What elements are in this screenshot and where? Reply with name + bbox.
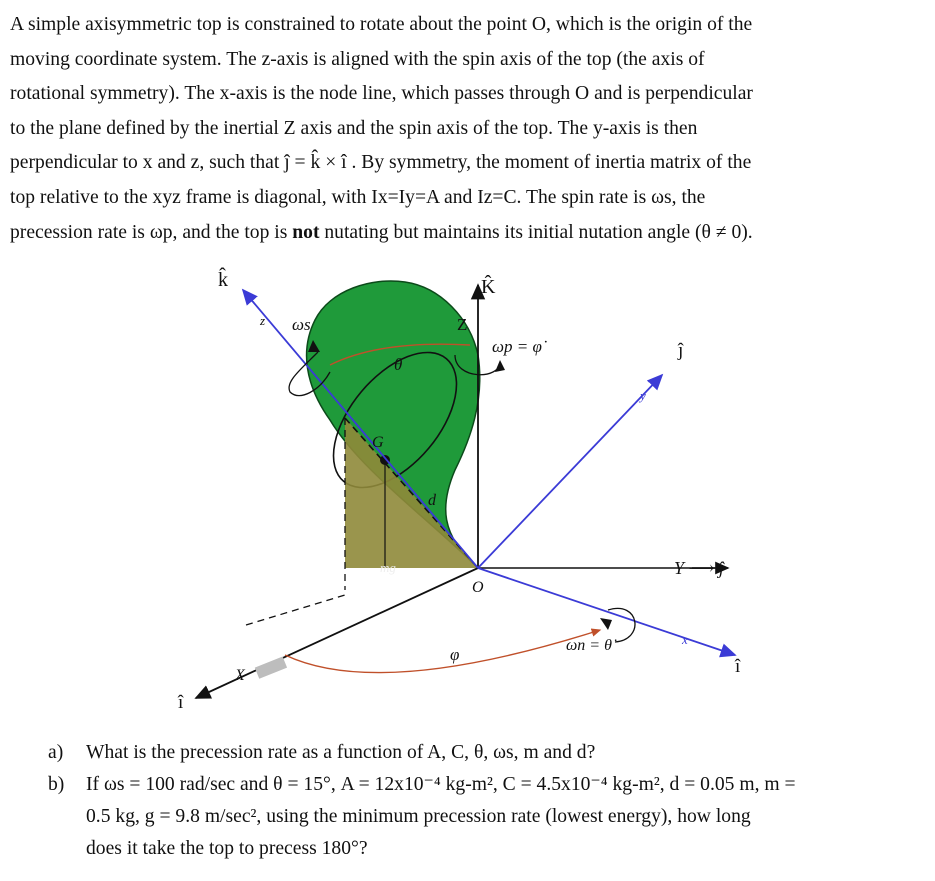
statement-text: nutating but maintains its initial nutation angle (θ ≠ 0). (319, 221, 753, 243)
z-label: z (260, 313, 266, 328)
statement-line: top relative to the xyz frame is diagonal, with Ix=Iy=A and Iz=C. The spin rate is ωs, the (10, 186, 706, 208)
Z-label: Z (457, 315, 468, 334)
x-label: x (682, 632, 688, 647)
question-b (48, 769, 928, 801)
d-label: d (428, 492, 436, 509)
statement-line: A simple axisymmetric top is constrained to rotate about the point O, which is the origin of the (10, 14, 753, 35)
ground-dash (246, 595, 345, 625)
Y-j-label: Y ⟶ ĵ (674, 558, 724, 578)
statement-text: precession rate is ωp, and the top is (10, 221, 293, 243)
X-label: X (235, 667, 245, 684)
emphasis-not: not (292, 221, 320, 243)
j-hat-top-label: ĵ (678, 340, 684, 361)
question-text: If ωs = 100 rad/sec and θ = 15°, A = 12x10⁻⁴ kg-m², C = 4.5x10⁻⁴ kg-m², d = 0.05 m, m = (86, 774, 796, 795)
question-label: b) (48, 774, 65, 795)
question-text: What is the precession rate as a function of A, C, θ, ωs, m and d? (86, 742, 596, 763)
question-b-cont: 0.5 kg, g = 9.8 m/sec², using the minimum precession rate (lowest energy), how long (86, 806, 751, 827)
statement-line: perpendicular to x and z, such that ĵ = k̂ × î . By symmetry, the moment of inertia matrix of the (10, 152, 752, 174)
k-hat-label: k̂ (218, 269, 228, 291)
question-label: a) (48, 742, 64, 763)
precession-arc-head (495, 360, 505, 372)
G-label: G (372, 434, 384, 451)
i-hat-right-label: î (735, 656, 741, 677)
ground-patch (255, 656, 287, 678)
K-hat-label: K̂ (481, 276, 496, 298)
i-hat-left-label: î (178, 692, 184, 713)
statement-line: to the plane defined by the inertial Z axis and the spin axis of the top. The y-axis is then (10, 117, 698, 139)
nutation-arc-head (600, 618, 612, 630)
omega-s-label: ωs (292, 315, 311, 334)
question-a (48, 737, 928, 769)
mg-label: mg (380, 560, 396, 575)
phi-arc (285, 630, 600, 673)
y-axis (478, 375, 662, 568)
omega-p-label: ωp = φ̇ (492, 337, 542, 356)
questions (48, 737, 928, 865)
question-b-cont: does it take the top to precess 180°? (86, 838, 368, 859)
y-label: y (640, 388, 646, 403)
phi-label: φ (450, 645, 460, 664)
statement-line: moving coordinate system. The z-axis is aligned with the spin axis of the top (the axis of (10, 48, 705, 70)
omega-n-label: ωn = θ̇ (566, 637, 612, 654)
O-label: O (472, 579, 484, 596)
theta-label: θ (394, 355, 403, 374)
statement-line: rotational symmetry). The x-axis is the node line, which passes through O and is perpendicular (10, 83, 753, 105)
